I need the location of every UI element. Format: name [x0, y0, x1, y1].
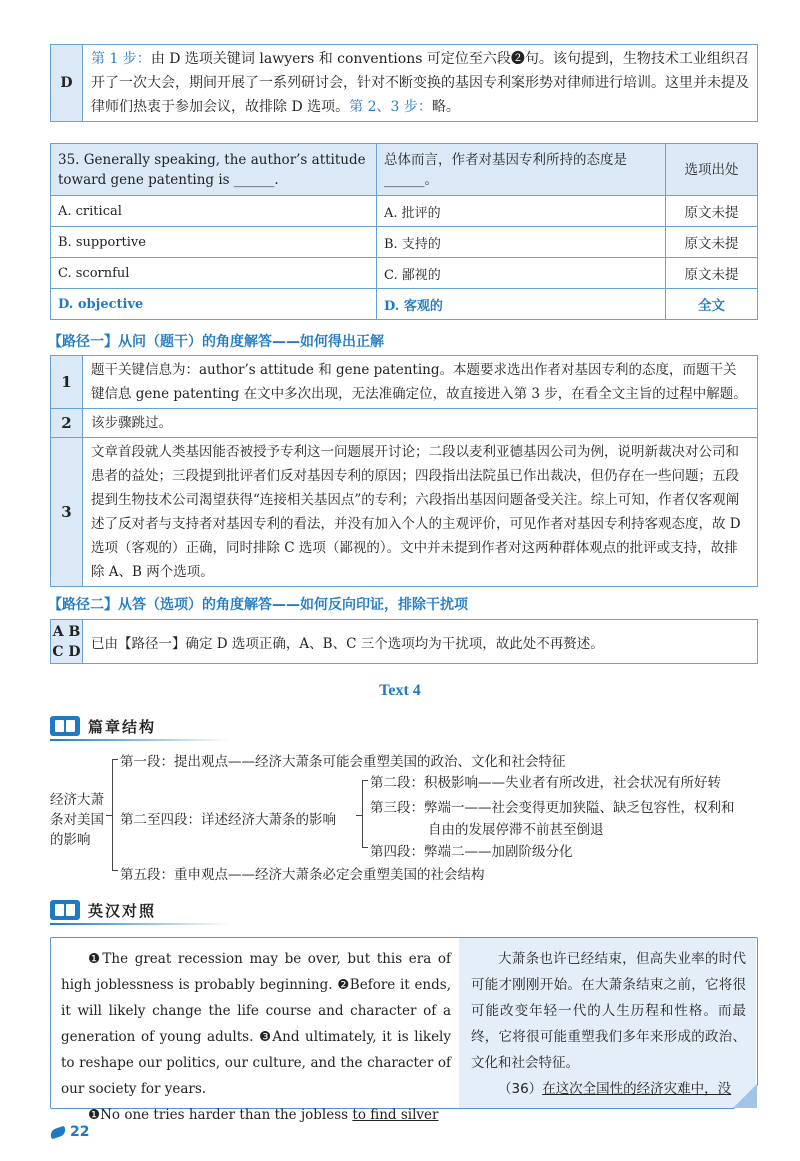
option-zh: D. 客观的: [377, 289, 666, 320]
outline-root: 经济大萧条对美国的影响: [50, 792, 104, 848]
step-number: 3: [51, 438, 83, 587]
step-number: 2: [51, 409, 83, 438]
option-source: 原文未提: [666, 258, 758, 289]
structure-heading-text: 篇章结构: [88, 717, 157, 736]
structure-heading: [50, 714, 156, 738]
abcd-label-bottom: C D: [52, 643, 81, 660]
option-row-a: [51, 196, 758, 227]
step-number: 1: [51, 356, 83, 409]
bilingual-box: [50, 937, 758, 1123]
outline-brace-main: [112, 759, 113, 871]
page-number: [50, 1124, 89, 1140]
english-column: [51, 938, 459, 1123]
option-en: D. objective: [51, 289, 377, 320]
english-underlined: to find silver: [352, 1107, 439, 1123]
option-d-tail: 略。: [431, 99, 460, 115]
option-en: C. scornful: [51, 258, 377, 289]
chinese-column: [459, 938, 756, 1108]
step-row: [51, 409, 758, 438]
option-row-c: [51, 258, 758, 289]
chinese-underlined: 在这次全国性的经济灾难中，没: [542, 1081, 732, 1097]
bilingual-heading: [50, 898, 156, 922]
option-row-d: [51, 289, 758, 320]
bilingual-heading-text: 英汉对照: [88, 901, 157, 920]
outline-para1: 第一段：提出观点——经济大萧条可能会重塑美国的政治、文化和社会特征: [120, 754, 566, 770]
chinese-paragraph: 大萧条也许已经结束，但高失业率的时代可能才刚刚开始。在大萧条结束之前，它将很可能改变年轻一代的人生历程和性格。而最终，它将很可能重塑我们多年来形成的政治、文化和社会特征。: [471, 951, 746, 1071]
question-35-table: [50, 143, 758, 320]
question-en: 35. Generally speaking, the author’s attitude toward gene patenting is ______.: [51, 144, 377, 196]
option-source: 原文未提: [666, 196, 758, 227]
option-zh: C. 鄙视的: [377, 258, 666, 289]
route1-steps-table: [50, 355, 758, 587]
abcd-label-top: A B: [52, 623, 81, 640]
english-paragraph: ❶The great recession may be over, but this era of high joblessness is probably beginning. ❷Before it ends, it will likely change the life course and character of a generation of young adults. ❸And ultimately, it is likely to reshape our politics, our culture, and the character of our society for years.: [61, 951, 451, 1097]
option-en: B. supportive: [51, 227, 377, 258]
option-d-label: D: [51, 45, 83, 122]
outline-para2-4: 第二至四段：详述经济大萧条的影响: [120, 812, 336, 828]
outline-brace-sub-tick: [356, 815, 362, 816]
page-number-text: 22: [70, 1124, 90, 1140]
text4-title: Text 4: [379, 682, 421, 699]
english-paragraph: [61, 1102, 451, 1128]
page-fold-shadow: [733, 1084, 757, 1108]
outline-brace-sub: [362, 780, 363, 848]
option-source: 原文未提: [666, 227, 758, 258]
option-zh: A. 批评的: [377, 196, 666, 227]
outline-sub3-cont: 自由的发展停滞不前甚至倒退: [428, 822, 604, 838]
route2-text: 已由【路径一】确定 D 选项正确，A、B、C 三个选项均为干扰项，故此处不再赘述。: [83, 620, 758, 664]
step-text: 题干关键信息为：author’s attitude 和 gene patenting。本题要求选出作者对基因专利的态度，而题干关键信息 gene patenting 在文中多次出现，无法准确定位，故直接进入第 3 步，在看全文主旨的过程中解题。: [83, 356, 758, 409]
outline-brace-tick: [106, 815, 112, 816]
step-text: 文章首段就人类基因能否被授予专利这一问题展开讨论；二段以麦利亚德基因公司为例，说明新裁决对公司和患者的益处；三段提到批评者们反对基因专利的原因；四段指出法院虽已作出裁决，但仍存在一些问题；五段提到生物技术公司渴望获得“连接相关基因点”的专利；六段指出基因问题备受关注。综上可知，作者仅客观阐述了反对者与支持者对基因专利的看法，并没有加入个人的主观评价，可见作者对基因专利持客观态度，故 D 选项（客观的）正确，同时排除 C 选项（鄙视的）。文中并未提到作者对这两种群体观点的批评或支持，故排除 A、B 两个选项。: [83, 438, 758, 587]
route1-title: 【路径一】从问（题干）的角度解答——如何得出正解: [48, 334, 384, 350]
source-header: 选项出处: [666, 144, 758, 196]
route2-table: [50, 619, 758, 664]
book-icon: [50, 716, 80, 736]
option-d-table: [50, 44, 758, 122]
chinese-number: （36）: [498, 1081, 543, 1097]
outline-sub3: 第三段：弊端一——社会变得更加狭隘、缺乏包容性，权利和: [370, 800, 735, 816]
step1-tag: 第 1 步：: [91, 51, 151, 67]
chinese-paragraph: [471, 1076, 746, 1102]
step-row: [51, 356, 758, 409]
book-icon: [50, 900, 80, 920]
heading-underline: [50, 923, 230, 925]
option-d-analysis: [83, 45, 758, 122]
heading-underline: [50, 739, 230, 741]
option-d-body: 由 D 选项关键词 lawyers 和 conventions 可定位至六段❷句。该句提到，生物技术工业组织召开了一次大会，期间开展了一系列研讨会，针对不断变换的基因专利案形势对律师进行培训。这里并未提及律师们热衷于参加会议，故排除 D 选项。: [91, 51, 749, 115]
option-source: 全文: [666, 289, 758, 320]
leaf-icon: [49, 1125, 67, 1139]
step-row: [51, 438, 758, 587]
english-text: ❶No one tries harder than the jobless: [88, 1107, 353, 1123]
step-text: 该步骤跳过。: [83, 409, 758, 438]
question-zh: 总体而言，作者对基因专利所持的态度是______。: [377, 144, 666, 196]
outline-sub2: 第二段：积极影响——失业者有所改进，社会状况有所好转: [370, 775, 721, 791]
outline-para5: 第五段：重申观点——经济大萧条必定会重塑美国的社会结构: [120, 867, 485, 883]
step23-tag: 第 2、3 步：: [349, 99, 432, 115]
abcd-label: [51, 620, 83, 664]
option-row-b: [51, 227, 758, 258]
option-en: A. critical: [51, 196, 377, 227]
outline-sub4: 第四段：弊端二——加剧阶级分化: [370, 844, 573, 860]
route2-title: 【路径二】从答（选项）的角度解答——如何反向印证，排除干扰项: [48, 597, 468, 613]
option-zh: B. 支持的: [377, 227, 666, 258]
